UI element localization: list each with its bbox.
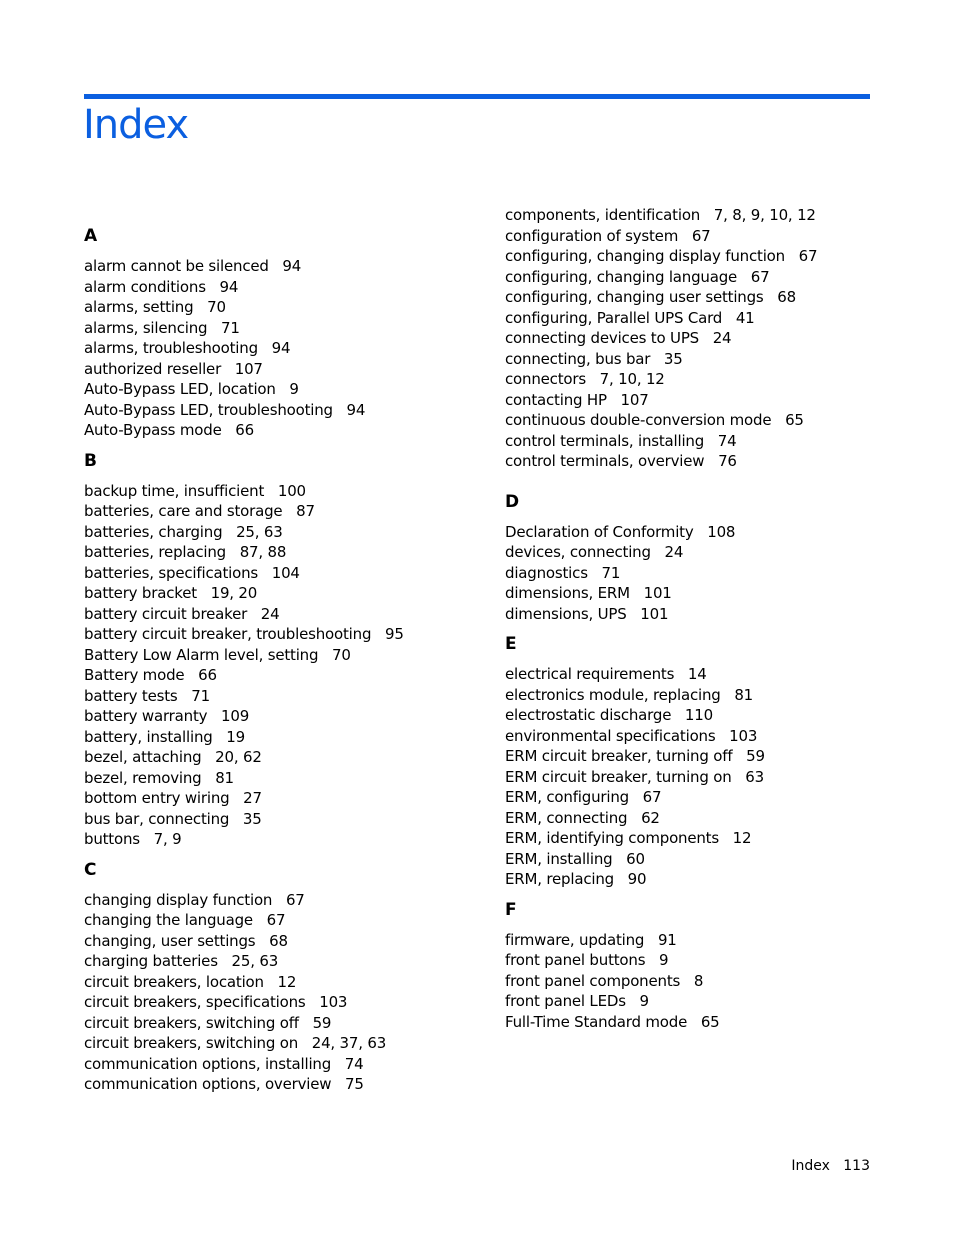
index-entry: ERM, replacing 90 [505,870,647,888]
index-entry: batteries, care and storage 87 [84,502,315,520]
index-column-left [84,224,484,1103]
index-entry: control terminals, overview 76 [505,452,737,470]
index-entry: configuring, changing language 67 [505,267,770,286]
index-entry: configuration of system 67 [505,226,711,245]
index-section-a [84,224,484,441]
index-entry: backup time, insufficient 100 [84,481,306,500]
index-section-d [505,490,905,625]
index-entry: Auto-Bypass LED, troubleshooting 94 [84,400,366,419]
index-entry: changing the language 67 [84,911,286,929]
index-entry: alarms, silencing 71 [84,318,240,337]
index-entry: Auto-Bypass mode 66 [84,421,254,439]
index-section-f [505,898,905,1033]
index-entry: environmental specifications 103 [505,726,758,745]
index-section-c [84,858,484,1095]
index-entry: bottom entry wiring 27 [84,789,262,807]
index-entry: ERM, configuring 67 [505,788,662,806]
index-entry: Full-Time Standard mode 65 [505,1012,720,1031]
section-letter: E [505,634,517,654]
footer-page-number: 113 [843,1158,870,1174]
index-column-right [505,205,905,1040]
section-letter: F [505,899,517,920]
index-entry: alarm cannot be silenced 94 [84,257,302,275]
footer-section-label: Index [791,1158,830,1174]
index-entry: dimensions, UPS 101 [505,604,669,623]
title-rule [84,94,870,99]
index-entry: batteries, specifications 104 [84,563,300,582]
index-entry: communication options, installing 74 [84,1054,364,1073]
index-entry: battery circuit breaker 24 [84,604,280,623]
index-entry: alarms, troubleshooting 94 [84,339,291,357]
index-entry: configuring, changing display function 67 [505,247,818,265]
index-entry: electrostatic discharge 110 [505,706,713,724]
index-entry: changing, user settings 68 [84,931,288,950]
index-entry: battery circuit breaker, troubleshooting 95 [84,625,404,643]
index-entry: battery warranty 109 [84,707,250,725]
index-entry: Battery Low Alarm level, setting 70 [84,645,351,664]
section-letter: A [84,226,98,246]
index-entry: connectors 7, 10, 12 [505,370,665,388]
index-entry: electronics module, replacing 81 [505,685,754,704]
index-entry: authorized reseller 107 [84,359,263,378]
index-entry: diagnostics 71 [505,563,621,582]
index-section-b [84,449,484,850]
index-entry: configuring, Parallel UPS Card 41 [505,308,755,327]
index-entry: circuit breakers, switching on 24, 37, 63 [84,1034,387,1052]
index-entry: dimensions, ERM 101 [505,584,672,602]
index-section-e [505,632,905,890]
index-entry: configuring, changing user settings 68 [505,288,796,306]
index-entry: firmware, updating 91 [505,930,677,949]
index-entry: circuit breakers, switching off 59 [84,1013,332,1032]
index-entry: alarms, setting 70 [84,298,226,316]
index-entry: ERM circuit breaker, turning off 59 [505,747,765,765]
index-entry: Auto-Bypass LED, location 9 [84,380,299,398]
index-entry: electrical requirements 14 [505,665,707,683]
index-entry: changing display function 67 [84,890,305,909]
index-section-continued [505,205,905,472]
index-entry: communication options, overview 75 [84,1075,364,1093]
index-entry: charging batteries 25, 63 [84,952,279,970]
index-entry: components, identification 7, 8, 9, 10, 12 [505,206,816,224]
index-entry: Battery mode 66 [84,666,217,684]
page-title: Index [83,102,189,148]
page-footer [791,1158,870,1174]
index-entry: ERM circuit breaker, turning on 63 [505,767,764,786]
index-entry: circuit breakers, specifications 103 [84,993,348,1011]
section-letter: D [505,491,520,512]
index-entry: Declaration of Conformity 108 [505,522,736,541]
index-entry: continuous double-conversion mode 65 [505,411,804,429]
index-entry: front panel components 8 [505,971,704,990]
index-entry: control terminals, installing 74 [505,431,737,450]
index-entry: batteries, replacing 87, 88 [84,543,287,561]
index-entry: bezel, removing 81 [84,768,234,787]
index-entry: connecting devices to UPS 24 [505,329,732,347]
index-entry: battery tests 71 [84,686,210,705]
index-entry: alarm conditions 94 [84,277,239,296]
index-entry: devices, connecting 24 [505,543,684,561]
index-entry: battery bracket 19, 20 [84,584,258,602]
index-entry: ERM, connecting 62 [505,808,660,827]
index-entry: buttons 7, 9 [84,830,182,848]
index-entry: front panel LEDs 9 [505,992,649,1010]
index-entry: battery, installing 19 [84,727,245,746]
index-entry: contacting HP 107 [505,390,649,409]
index-entry: ERM, identifying components 12 [505,829,752,847]
index-entry: ERM, installing 60 [505,849,645,868]
index-entry: bezel, attaching 20, 62 [84,748,262,766]
index-entry: connecting, bus bar 35 [505,349,683,368]
index-entry: bus bar, connecting 35 [84,809,262,828]
section-letter: B [84,450,97,471]
section-letter: C [84,859,97,880]
index-entry: batteries, charging 25, 63 [84,522,283,541]
index-entry: circuit breakers, location 12 [84,972,297,991]
index-entry: front panel buttons 9 [505,951,669,969]
